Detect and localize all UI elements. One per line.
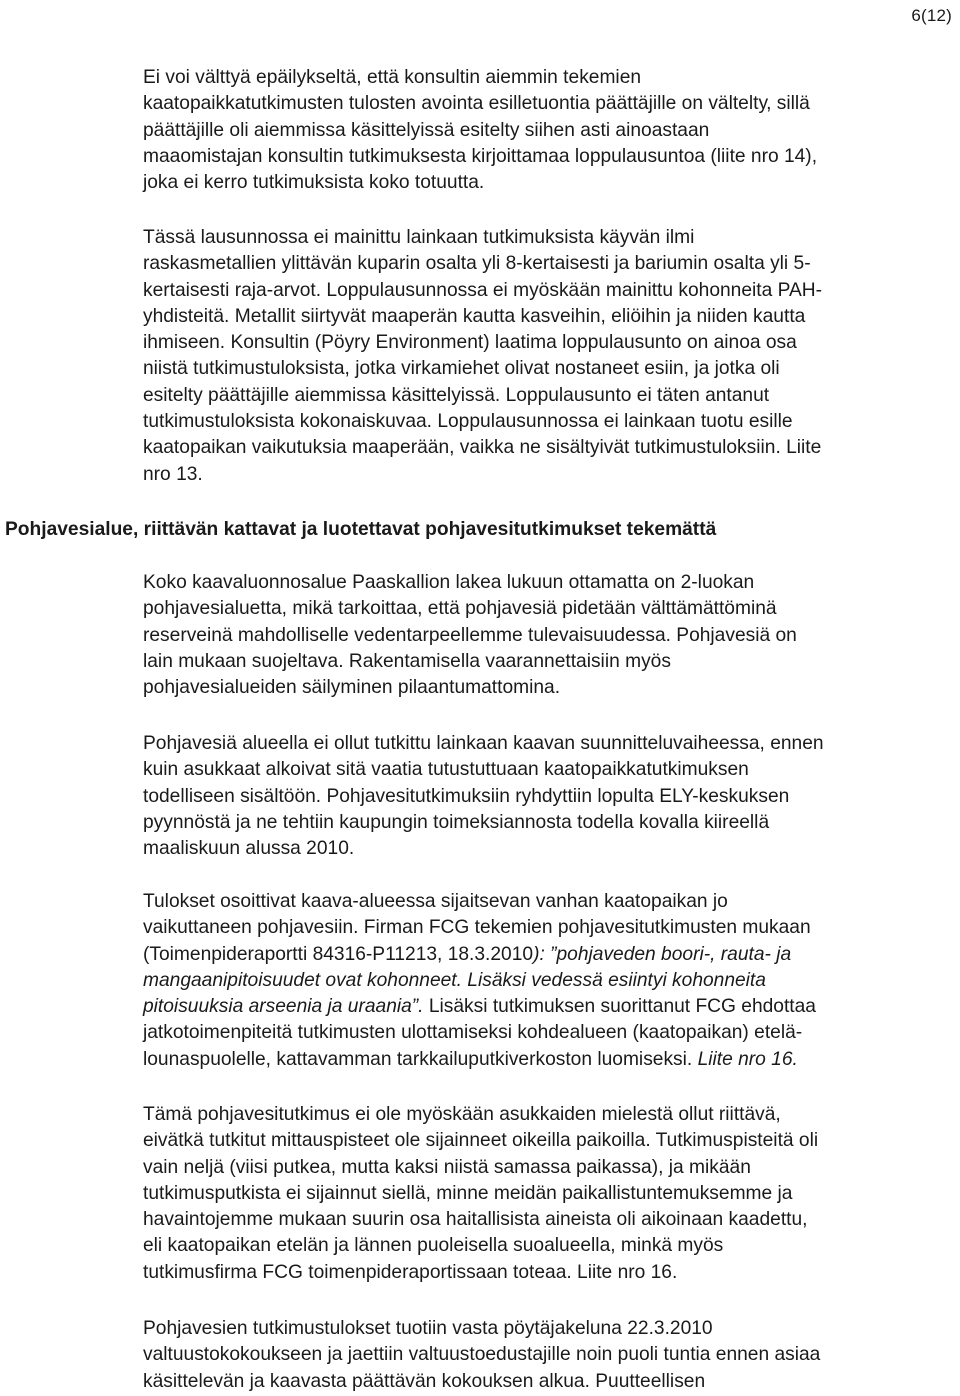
paragraph-line: lain mukaan suojeltava. Rakentamisella vaarannettaisiin myös	[143, 650, 671, 672]
body-text: lounaspuolelle, kattavamman tarkkailuputkiverkoston luomiseksi.	[143, 1048, 698, 1070]
paragraph-line	[143, 994, 960, 1020]
paragraph-6	[143, 1102, 960, 1286]
paragraph-line: valtuustokokoukseen ja jaettiin valtuustoedustajille noin puoli tuntia ennen asiaa	[143, 1344, 821, 1366]
paragraph-line: kertaisesti raja-arvot. Loppulausunnossa ei myöskään mainittu kohonneita PAH-	[143, 279, 823, 301]
paragraph-3	[143, 570, 960, 701]
body-text: Lisäksi tutkimuksen suorittanut FCG ehdottaa	[423, 996, 816, 1018]
paragraph-line: raskasmetallien ylittävän kuparin osalta yli 8-kertaisesti ja bariumin osalta yli 5-	[143, 253, 811, 275]
paragraph-line: maaliskuun alussa 2010.	[143, 838, 355, 860]
paragraph-line: vain neljä (viisi putkea, mutta kaksi niistä samassa paikassa), ja mikään	[143, 1156, 751, 1178]
report-reference: (Toimenpideraportti 84316-P11213, 18.3.2010	[143, 943, 534, 965]
appendix-reference: Liite nro 16.	[697, 1048, 798, 1070]
paragraph-line: kaatopaikkatutkimusten tulosten avointa esilletuontia päättäjille on välteltу, sillä	[143, 93, 810, 115]
paragraph-2	[143, 225, 960, 488]
paragraph-1	[143, 65, 960, 196]
paragraph-line: eivätkä tutkitut mittauspisteet ole sijainneet oikeilla paikoilla. Tutkimuspisteitä oli	[143, 1130, 819, 1152]
paragraph-line: Tulokset osoittivat kaava-alueessa sijaitsevan vanhan kaatopaikan jo	[143, 891, 728, 912]
paragraph-line: Tämä pohjavesitutkimus ei ole myöskään asukkaiden mielestä ollut riittävä,	[143, 1104, 781, 1125]
paragraph-line	[143, 1047, 960, 1073]
page-number: 6(12)	[911, 6, 952, 25]
paragraph-line: todelliseen sisältöön. Pohjavesitutkimuksiin ryhdyttiin lopulta ELY-keskuksen	[143, 785, 790, 807]
paragraph-7	[143, 1316, 960, 1395]
paragraph-line: eli kaatopaikan etelän ja lännen puoleisella suoalueella, minkä myös	[143, 1235, 724, 1257]
paragraph-line: jatkotoimenpiteitä tutkimusten ulottamiseksi kohdealueen (kaatopaikan) etelä-	[143, 1022, 803, 1044]
paragraph-line	[143, 968, 960, 994]
paragraph-line: havaintojemme mukaan suurin osa haitallisista aineista oli aikoinaan kaadettu,	[143, 1209, 808, 1231]
paragraph-line: yhdisteitä. Metallit siirtyvät maaperän kautta kasveihin, eliöihin ja niiden kautta	[143, 305, 806, 327]
paragraph-line: Koko kaavaluonnosalue Paaskallion lakea lukuun ottamatta on 2-luokan	[143, 572, 755, 593]
paragraph-line: pohjavesialuetta, mikä tarkoittaa, että pohjavesiä pidetään välttämättöminä	[143, 598, 777, 620]
quotation-text: pitoisuuksia arseenia ja uraania”.	[143, 996, 424, 1018]
paragraph-line: maaomistajan konsultin tutkimuksesta kirjoittamaa loppulausuntoa (liite nro 14),	[143, 145, 818, 167]
paragraph-line: kuin asukkaat alkoivat sitä vaatia tutustuttuaan kaatopaikkatutkimuksen	[143, 759, 749, 781]
paragraph-line: tutkimusfirma FCG toimenpideraportissaan toteaa. Liite nro 16.	[143, 1261, 678, 1283]
paragraph-line: käsittelevän ja kaavasta päättävän kokouksen alkua. Puutteellisen	[143, 1370, 706, 1392]
paragraph-line: Pohjavesiä alueella ei ollut tutkittu lainkaan kaavan suunnitteluvaiheessa, ennen	[143, 733, 824, 754]
paragraph-line: nro 13.	[143, 463, 203, 485]
paragraph-line: vaikuttaneen pohjavesiin. Firman FCG tekemien pohjavesitutkimusten mukaan	[143, 917, 811, 939]
paragraph-line: kaatopaikan vaikutuksia maaperään, vaikka ne sisältyivät tutkimustuloksiin. Liite	[143, 437, 822, 459]
paragraph-line: pohjavesialueiden säilyminen pilaantumattomina.	[143, 677, 561, 699]
paragraph-line: tutkimustuloksista kokonaiskuvaa. Loppulausunnossa ei lainkaan tuotu esille	[143, 411, 793, 433]
paragraph-line: päättäjille oli aiemmissa käsittelyissä esitelty siihen asti ainoastaan	[143, 119, 710, 141]
section-heading: Pohjavesialue, riittävän kattavat ja luotettavat pohjavesitutkimukset tekemättä	[5, 519, 717, 540]
paragraph-line: tutkimusputkista ei sijainnut siellä, minne meidän paikallistuntemuksemme ja	[143, 1182, 793, 1204]
paragraph-line	[143, 942, 960, 968]
paragraph-line: Ei voi välttyä epäilykseltä, että konsultin aiemmin tekemien	[143, 67, 642, 88]
paragraph-line: Pohjavesien tutkimustulokset tuotiin vasta pöytäjakeluna 22.3.2010	[143, 1318, 713, 1339]
paragraph-4	[143, 731, 960, 862]
paragraph-line: joka ei kerro tutkimuksista koko totuutta.	[143, 172, 485, 194]
paragraph-line: ihmiseen. Konsultin (Pöyry Environment) laatima loppulausunto on ainoa osa	[143, 332, 797, 354]
paragraph-5	[143, 889, 960, 1073]
paragraph-line: pyynnöstä ja ne tehtiin kaupungin toimeksiannosta todella kovalla kiireellä	[143, 811, 770, 833]
paragraph-line: niistä tutkimustuloksista, jotka virkamiehet olivat nostaneet esiin, ja jotka oli	[143, 358, 780, 380]
quotation-text: mangaanipitoisuudet ovat kohonneet. Lisäksi vedessä esiintyi kohonneita	[143, 969, 766, 991]
quotation-text: ): ”pohjaveden boori-, rauta- ja	[533, 943, 792, 965]
paragraph-line: esitelty päättäjille aiemmissa käsittelyissä. Loppulausunto ei täten antanut	[143, 384, 770, 406]
paragraph-line: reserveinä mahdolliselle vedentarpeellemme tulevaisuudessa. Pohjavesiä on	[143, 624, 797, 646]
paragraph-line: Tässä lausunnossa ei mainittu lainkaan tutkimuksista käyvän ilmi	[143, 227, 695, 248]
